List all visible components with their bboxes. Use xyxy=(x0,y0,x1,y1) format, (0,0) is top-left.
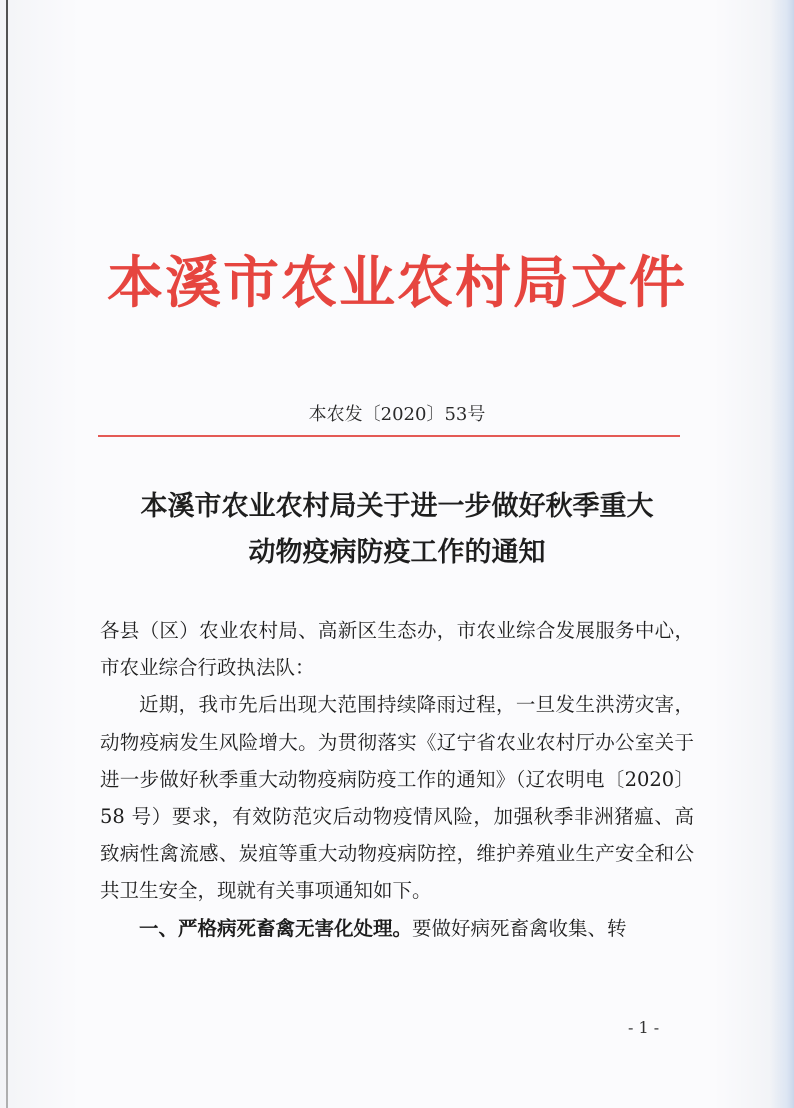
body-paragraph-1: 近期，我市先后出现大范围持续降雨过程，一旦发生洪涝灾害，动物疫病发生风险增大。为贯彻落实《辽宁省农业农村厅办公室关于进一步做好秋季重大动物疫病防疫工作的通知》（辽农明电〔2020〕58 号）要求，有效防范灾后动物疫情风险，加强秋季非洲猪瘟、高致病性禽流感、炭疽等重大动物疫病防控，维护养殖业生产安全和公共卫生安全，现就有关事项通知如下。 xyxy=(100,693,694,903)
notice-title xyxy=(0,484,794,576)
section-1-text: 要做好病死畜禽收集、转 xyxy=(412,916,627,940)
section-1-heading: 一、严格病死畜禽无害化处理。 xyxy=(139,916,413,940)
notice-title-line-1: 本溪市农业农村局关于进一步做好秋季重大 xyxy=(140,491,654,522)
body-section-1 xyxy=(100,910,694,947)
document-number: 本农发〔2020〕53号 xyxy=(308,404,486,425)
recipients-line: 各县（区）农业农村局、高新区生态办，市农业综合发展服务中心，市农业综合行政执法队： xyxy=(100,619,694,680)
notice-title-line-2: 动物疫病防疫工作的通知 xyxy=(248,537,546,568)
page-number: - 1 - xyxy=(628,1018,660,1037)
issuer-red-header: 本溪市农业农村局文件 xyxy=(107,251,687,316)
notice-body xyxy=(100,612,694,947)
red-divider-line xyxy=(98,435,680,437)
